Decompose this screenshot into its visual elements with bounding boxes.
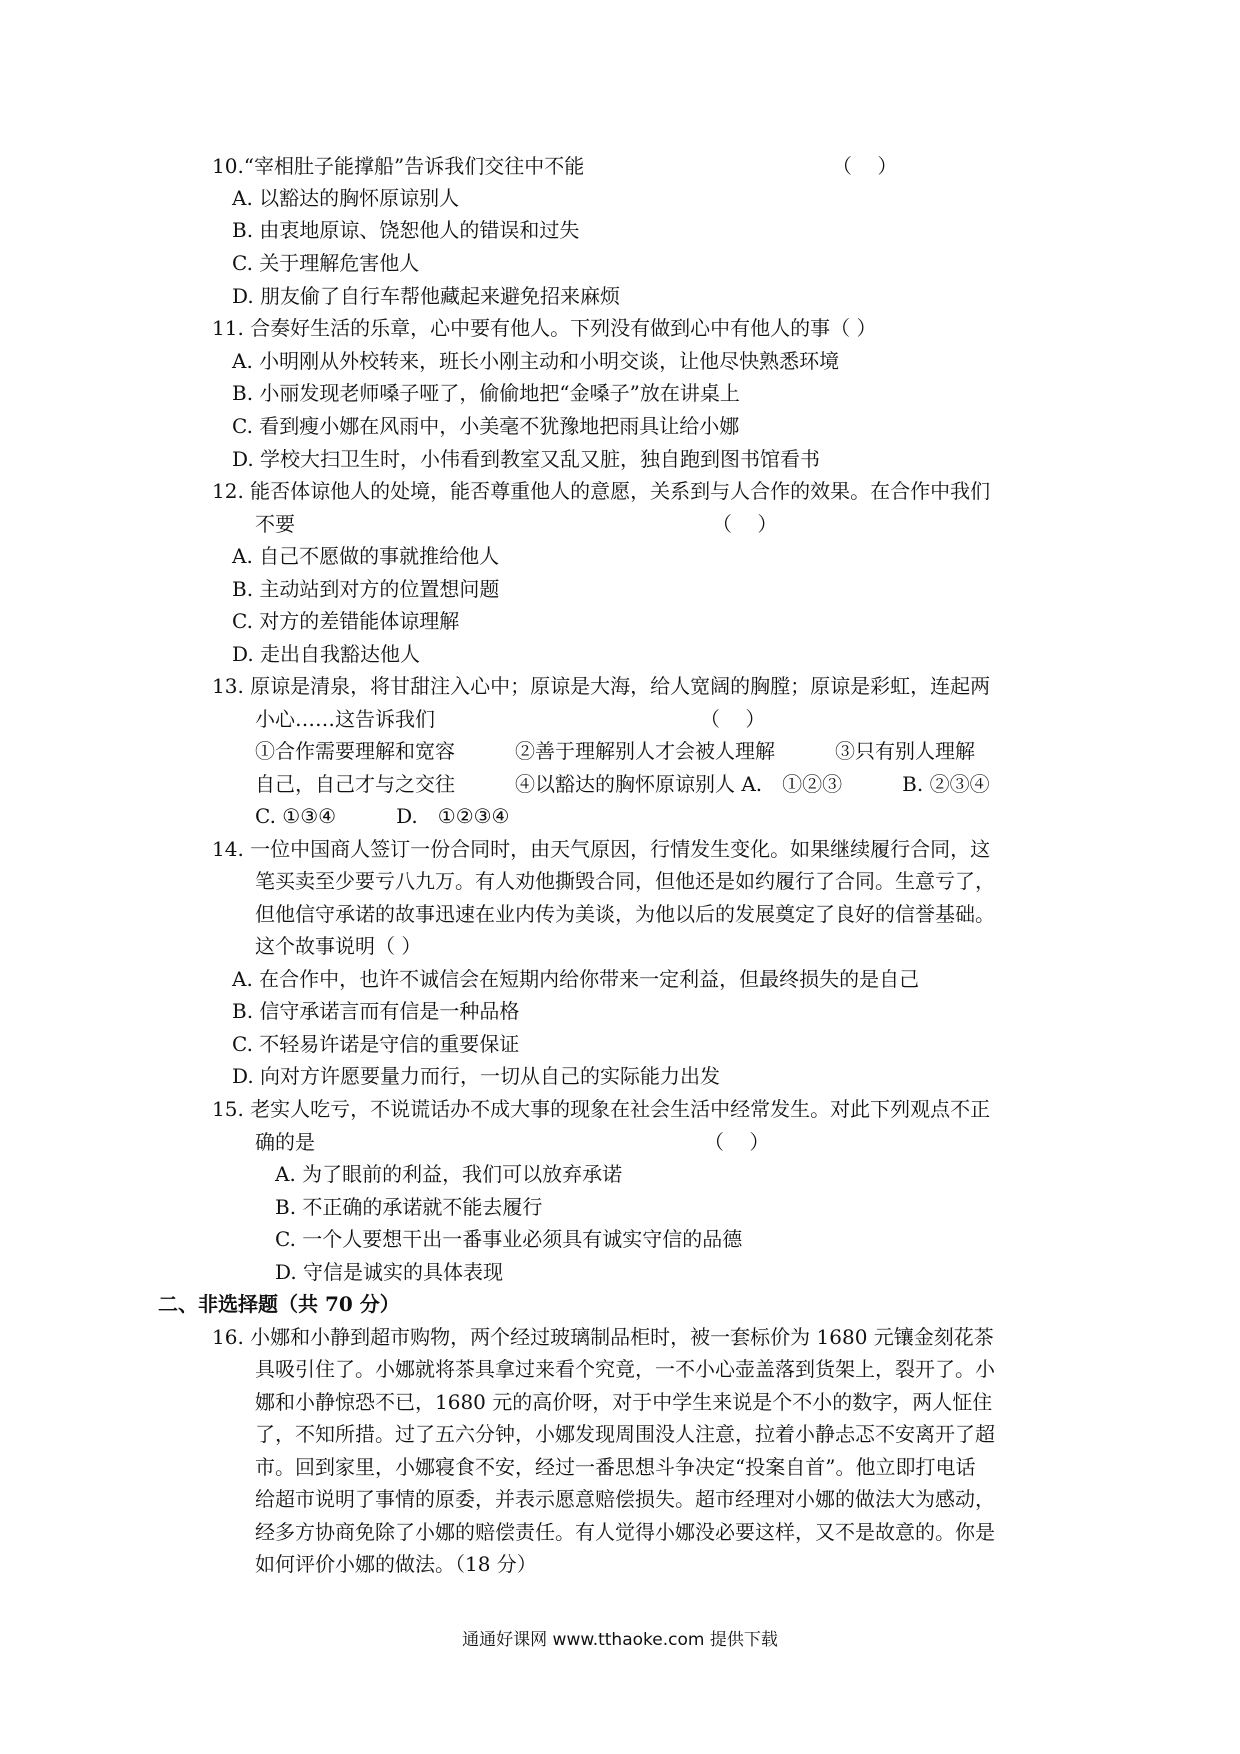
- q13-statements-line2: 自己，自己才与之交往 ④以豁达的胸怀原谅别人 A. ①②③ B. ②③④: [255, 772, 990, 796]
- q12-stem-line2: 不要: [255, 512, 295, 536]
- q14-option-c: C. 不轻易许诺是守信的重要保证: [232, 1032, 520, 1056]
- q12-option-c: C. 对方的差错能体谅理解: [232, 609, 460, 633]
- q15-option-c: C. 一个人要想干出一番事业必须具有诚实守信的品德: [275, 1227, 743, 1251]
- q13-statements-line1: ①合作需要理解和宽容 ②善于理解别人才会被人理解 ③只有别人理解: [255, 739, 975, 763]
- q10-option-a: A. 以豁达的胸怀原谅别人: [232, 186, 460, 210]
- q14-stem-line2: 笔买卖至少要亏八九万。有人劝他撕毁合同，但他还是如约履行了合同。生意亏了，: [255, 869, 995, 893]
- q16-line6: 给超市说明了事情的原委，并表示愿意赔偿损失。超市经理对小娜的做法大为感动，: [255, 1487, 995, 1511]
- q16-line4: 了，不知所措。过了五六分钟，小娜发现周围没人注意，拉着小静忐忑不安离开了超: [255, 1422, 995, 1446]
- section-heading: 二、非选择题（共 70 分）: [158, 1292, 400, 1316]
- q10-option-d: D. 朋友偷了自行车帮他藏起来避免招来麻烦: [232, 284, 621, 308]
- q15-option-d: D. 守信是诚实的具体表现: [275, 1260, 504, 1284]
- q15-stem-line2: 确的是: [255, 1130, 315, 1154]
- q12-answer-paren: （ ）: [712, 512, 778, 536]
- q14-stem-line1: 14. 一位中国商人签订一份合同时，由天气原因，行情发生变化。如果继续履行合同，这: [212, 837, 991, 861]
- q13-answer-paren: （ ）: [700, 707, 766, 731]
- q14-option-a: A. 在合作中，也许不诚信会在短期内给你带来一定利益，但最终损失的是自己: [232, 967, 920, 991]
- q11-option-a: A. 小明刚从外校转来，班长小刚主动和小明交谈，让他尽快熟悉环境: [232, 349, 840, 373]
- q16-line5: 市。回到家里，小娜寝食不安，经过一番思想斗争决定“投案自首”。他立即打电话: [255, 1455, 976, 1479]
- q12-option-d: D. 走出自我豁达他人: [232, 642, 421, 666]
- q15-option-b: B. 不正确的承诺就不能去履行: [275, 1195, 543, 1219]
- q11-stem: 11. 合奏好生活的乐章，心中要有他人。下列没有做到心中有他人的事（ ）: [212, 316, 877, 340]
- q16-line1: 16. 小娜和小静到超市购物，两个经过玻璃制品柜时，被一套标价为 1680 元镶金刻花茶: [212, 1325, 994, 1349]
- q12-stem-line1: 12. 能否体谅他人的处境，能否尊重他人的意愿，关系到与人合作的效果。在合作中我们: [212, 479, 991, 503]
- q16-line3: 娜和小静惊恐不已，1680 元的高价呀，对于中学生来说是个不小的数字，两人怔住: [255, 1390, 993, 1414]
- q16-line7: 经多方协商免除了小娜的赔偿责任。有人觉得小娜没必要这样，又不是故意的。你是: [255, 1520, 995, 1544]
- q10-stem: 10.“宰相肚子能撑船”告诉我们交往中不能: [212, 154, 585, 178]
- q14-stem-line3: 但他信守承诺的故事迅速在业内传为美谈，为他以后的发展奠定了良好的信誉基础。: [255, 902, 995, 926]
- q11-option-d: D. 学校大扫卫生时，小伟看到教室又乱又脏，独自跑到图书馆看书: [232, 447, 821, 471]
- q11-option-b: B. 小丽发现老师嗓子哑了，偷偷地把“金嗓子”放在讲桌上: [232, 381, 740, 405]
- q12-option-b: B. 主动站到对方的位置想问题: [232, 577, 500, 601]
- q12-option-a: A. 自己不愿做的事就推给他人: [232, 544, 500, 568]
- q13-stem-line1: 13. 原谅是清泉，将甘甜注入心中；原谅是大海，给人宽阔的胸膛；原谅是彩虹，连起两: [212, 674, 991, 698]
- q10-option-b: B. 由衷地原谅、饶恕他人的错误和过失: [232, 218, 580, 242]
- q13-options-line: C. ①③④ D. ①②③④: [255, 804, 510, 828]
- q13-stem-line2: 小心……这告诉我们: [255, 707, 435, 731]
- q14-stem-line4: 这个故事说明（ ）: [255, 934, 422, 958]
- page-footer: 通通好课网 www.tthaoke.com 提供下载: [462, 1630, 778, 1650]
- q14-option-d: D. 向对方许愿要量力而行，一切从自己的实际能力出发: [232, 1064, 721, 1088]
- q16-line8: 如何评价小娜的做法。（18 分）: [255, 1552, 537, 1576]
- q16-line2: 具吸引住了。小娜就将茶具拿过来看个究竟，一不小心壶盖落到货架上，裂开了。小: [255, 1357, 995, 1381]
- q15-option-a: A. 为了眼前的利益，我们可以放弃承诺: [275, 1162, 623, 1186]
- q14-option-b: B. 信守承诺言而有信是一种品格: [232, 999, 520, 1023]
- q15-stem-line1: 15. 老实人吃亏，不说谎话办不成大事的现象在社会生活中经常发生。对此下列观点不正: [212, 1097, 991, 1121]
- q10-answer-paren: （ ）: [832, 154, 898, 178]
- q11-option-c: C. 看到瘦小娜在风雨中，小美毫不犹豫地把雨具让给小娜: [232, 414, 740, 438]
- q10-option-c: C. 关于理解危害他人: [232, 251, 420, 275]
- q15-answer-paren: （ ）: [704, 1130, 770, 1154]
